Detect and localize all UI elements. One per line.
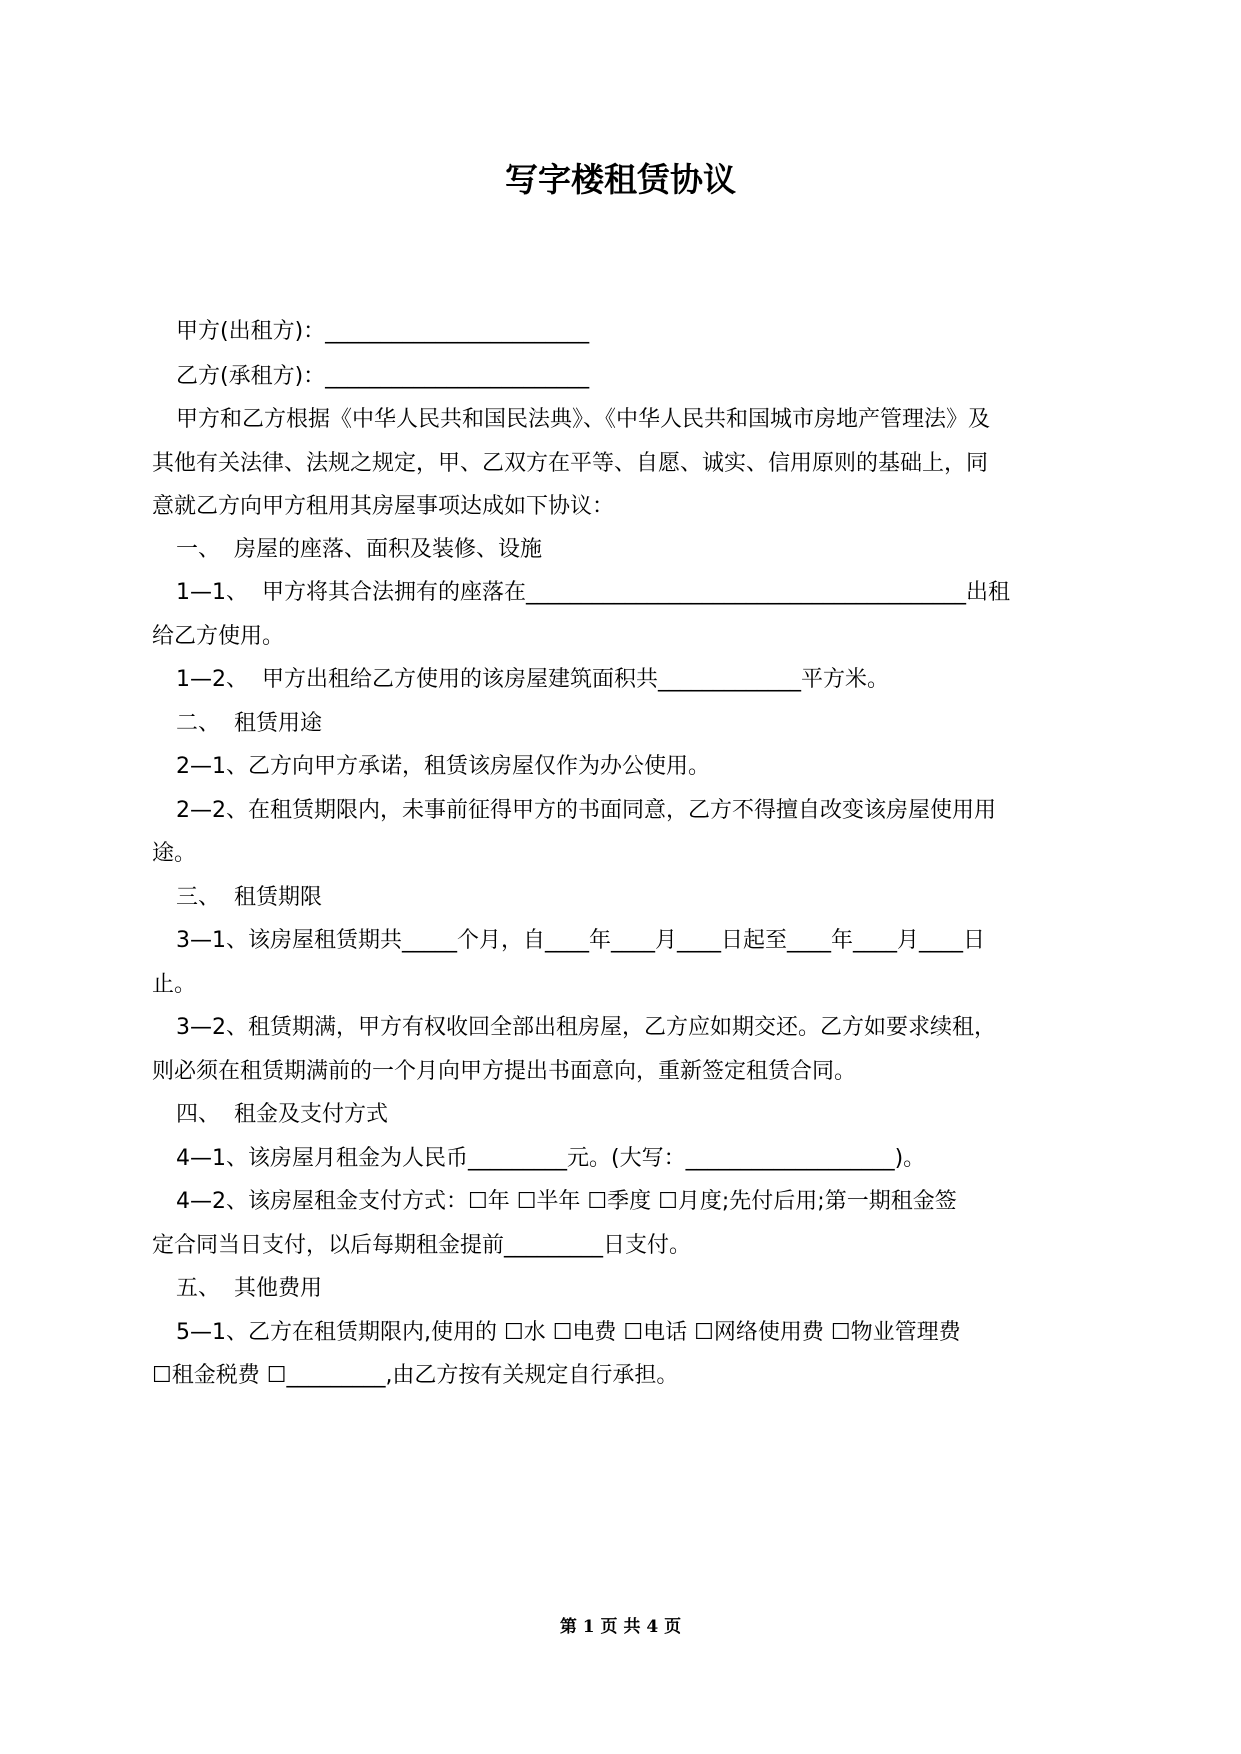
- party-a-line: 甲方(出租方)：________________________: [176, 319, 590, 344]
- clause-3-2-line-2: 则必须在租赁期满前的一个月向甲方提出书面意向，重新签定租赁合同。: [152, 1059, 857, 1084]
- section-3-heading: 三、 租赁期限: [176, 885, 322, 910]
- section-4-heading: 四、 租金及支付方式: [176, 1102, 388, 1127]
- clause-5-1-line-2: ☐租金税费 ☐_________,由乙方按有关规定自行承担。: [152, 1363, 679, 1388]
- preamble-line-1: 甲方和乙方根据《中华人民共和国民法典》、《中华人民共和国城市房地产管理法》及: [176, 407, 991, 432]
- clause-2-2-line-2: 途。: [152, 841, 197, 866]
- preamble-line-2: 其他有关法律、法规之规定，甲、乙双方在平等、自愿、诚实、信用原则的基础上，同: [152, 451, 989, 476]
- page-footer: 第 1 页 共 4 页: [559, 1617, 682, 1637]
- party-b-line: 乙方(承租方)：________________________: [176, 364, 590, 389]
- clause-3-1-line-2: 止。: [152, 972, 197, 997]
- clause-3-2-line-1: 3—2、租赁期满，甲方有权收回全部出租房屋，乙方应如期交还。乙方如要求续租，: [176, 1015, 996, 1040]
- section-5-heading: 五、 其他费用: [176, 1276, 322, 1301]
- document-title: 写字楼租赁协议: [505, 160, 736, 199]
- clause-4-2-line-1: 4—2、该房屋租金支付方式：☐年 ☐半年 ☐季度 ☐月度;先付后用;第一期租金签: [176, 1189, 957, 1214]
- clause-2-2-line-1: 2—2、在租赁期限内，未事前征得甲方的书面同意，乙方不得擅自改变该房屋使用用: [176, 798, 996, 823]
- clause-1-1-line-2: 给乙方使用。: [152, 624, 285, 649]
- clause-2-1: 2—1、乙方向甲方承诺，租赁该房屋仅作为办公使用。: [176, 754, 710, 779]
- clause-3-1-line-1: 3—1、该房屋租赁期共_____个月，自____年____月____日起至____年____月____日: [176, 928, 985, 953]
- section-1-heading: 一、 房屋的座落、面积及装修、设施: [176, 537, 542, 562]
- clause-5-1-line-1: 5—1、乙方在租赁期限内,使用的 ☐水 ☐电费 ☐电话 ☐网络使用费 ☐物业管理费: [176, 1320, 961, 1345]
- clause-4-1: 4—1、该房屋月租金为人民币_________元。(大写：___________________)。: [176, 1146, 926, 1171]
- section-2-heading: 二、 租赁用途: [176, 711, 322, 736]
- clause-4-2-line-2: 定合同当日支付，以后每期租金提前_________日支付。: [152, 1233, 692, 1258]
- clause-1-2: 1—2、 甲方出租给乙方使用的该房屋建筑面积共_____________平方米。: [176, 667, 889, 692]
- preamble-line-3: 意就乙方向甲方租用其房屋事项达成如下协议：: [152, 494, 615, 519]
- clause-1-1-line-1: 1—1、 甲方将其合法拥有的座落在________________________________________出租: [176, 580, 1010, 605]
